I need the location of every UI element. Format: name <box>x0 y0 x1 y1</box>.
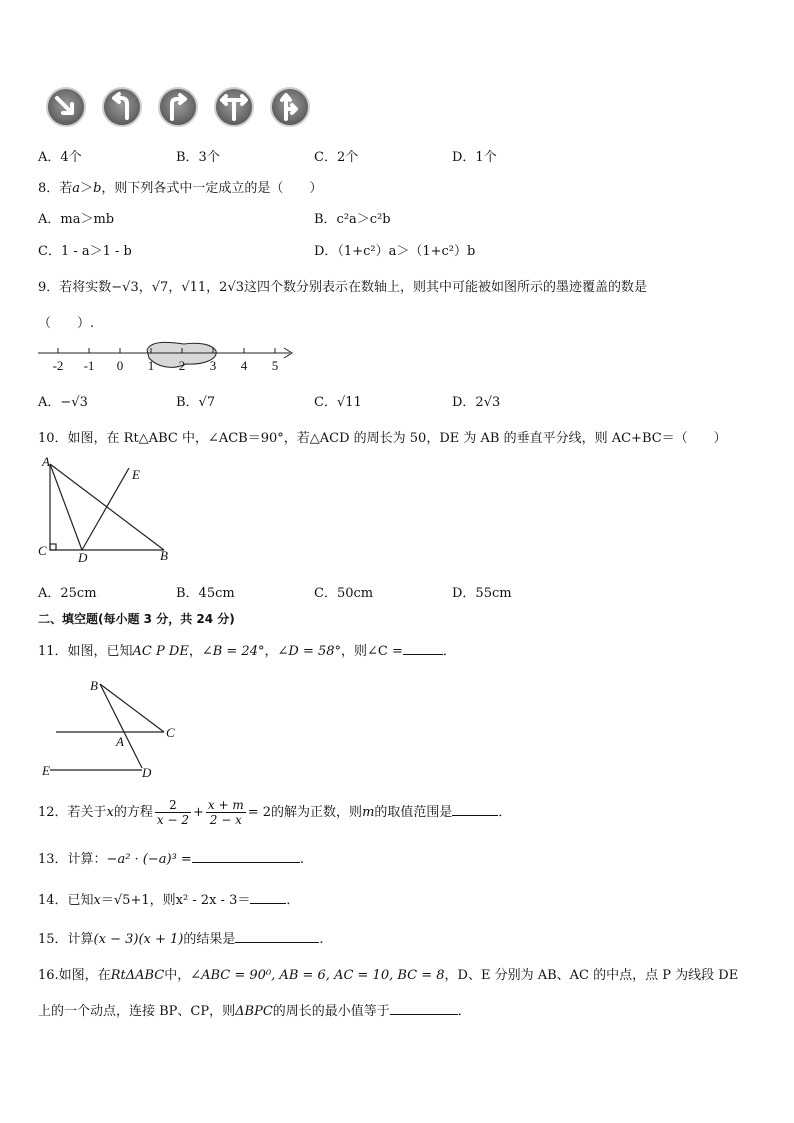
q13-expression: −a² · (−a)³ = <box>106 852 192 867</box>
q9-number-line <box>34 336 298 376</box>
q14-expression: x² - 2x - 3＝ <box>175 893 251 908</box>
q13-end: . <box>299 852 304 867</box>
q8-var-a: a <box>72 181 81 196</box>
q12-stem-post: 的解为正数，则 <box>271 805 363 820</box>
q12-var-m: m <box>362 805 375 820</box>
q14-stem <box>38 889 299 908</box>
q9-number-3: √11 <box>181 280 207 295</box>
q15-stem-prefix: 15．计算 <box>38 932 94 947</box>
q9-paren: （ ）. <box>38 316 95 331</box>
q13-stem <box>38 848 304 867</box>
q12-fraction-1-den: x − 2 <box>156 813 189 827</box>
q9-option-c[interactable]: C．√11 <box>314 395 362 410</box>
q7-option-b[interactable]: B．3个 <box>176 150 220 165</box>
q10-option-c[interactable]: C．50cm <box>314 586 374 601</box>
q12-answer-blank[interactable] <box>452 803 498 816</box>
q9-tick-label-2: 2 <box>178 358 186 373</box>
q9-option-d[interactable]: D．2√3 <box>452 395 501 410</box>
q9-tick-label-3: 3 <box>209 358 217 373</box>
q9-tick-label-5: 5 <box>271 358 279 373</box>
q7-option-d[interactable]: D．1个 <box>452 150 497 165</box>
q10-option-d[interactable]: D．55cm <box>452 586 512 601</box>
q16-answer-blank[interactable] <box>390 1002 458 1015</box>
q16-line1-prefix: 16.如图，在 <box>38 968 111 983</box>
q9-option-b[interactable]: B．√7 <box>176 395 216 410</box>
q12-eq: = 2 <box>247 805 272 820</box>
q8-option-c[interactable]: C．1 - a＞1 - b <box>38 244 132 259</box>
q8-stem <box>38 177 322 196</box>
q8-stem-prefix: 8．若 <box>38 181 73 196</box>
q11-angle-b: ∠B = 24° <box>201 644 265 659</box>
q9-number-1: −√3 <box>111 280 139 295</box>
q9-tick-label-neg1: -1 <box>83 358 95 373</box>
q12-var-x: x <box>106 805 114 820</box>
q12-fraction-1-num: 2 <box>155 798 191 813</box>
q12-fraction-2-den: 2 − x <box>209 813 242 827</box>
q9-tick-label-1: 1 <box>147 358 155 373</box>
q9-stem: 9．若将实数−√3，√7，√11，2√3这四个数分别表示在数轴上，则其中可能被如图所示的墨迹覆盖的数是 <box>38 280 648 295</box>
q10-label-e: E <box>132 467 140 482</box>
q7-option-a[interactable]: A．4个 <box>38 150 82 165</box>
q9-stem-prefix: 9．若将实数 <box>38 280 112 295</box>
q10-label-a: A <box>42 454 50 469</box>
q14-var-x: x <box>93 893 101 908</box>
q9-number-4: 2√3 <box>219 280 244 295</box>
q8-option-b[interactable]: B．c²a＞c²b <box>314 212 391 227</box>
q14-eq: ＝√5+1，则 <box>100 893 176 908</box>
q9-number-2: √7 <box>151 280 169 295</box>
q14-stem-prefix: 14．已知 <box>38 893 94 908</box>
q15-expression: (x − 3)(x + 1) <box>93 932 184 947</box>
q11-parallel: AC P DE <box>132 644 189 659</box>
q12-stem <box>38 798 511 827</box>
q12-end: ． <box>498 805 512 820</box>
straight-or-right-sign-icon <box>271 88 309 126</box>
arrow-down-right-sign-icon <box>47 88 85 126</box>
q11-end: ． <box>442 644 456 659</box>
q12-fraction-1 <box>155 798 191 827</box>
q16-line-1 <box>38 964 738 983</box>
q8-gt: ＞ <box>80 181 94 196</box>
q10-option-a[interactable]: A．25cm <box>38 586 97 601</box>
q9-tick-label-4: 4 <box>240 358 248 373</box>
q16-triangle-2: ΔBPC <box>235 1004 273 1019</box>
q11-parallel-figure <box>38 674 188 782</box>
q10-label-c: C <box>38 543 47 558</box>
q16-line2-post: 的周长的最小值等于 <box>272 1004 390 1019</box>
q14-answer-blank[interactable] <box>250 891 286 904</box>
q11-answer-blank[interactable] <box>403 642 443 655</box>
q8-stem-rest: ，则下列各式中一定成立的是（ ） <box>101 181 323 196</box>
q10-label-d: D <box>78 550 88 565</box>
q8-var-b: b <box>93 181 102 196</box>
u-turn-left-sign-icon <box>103 88 141 126</box>
q16-line2-prefix: 上的一个动点，连接 BP、CP，则 <box>38 1004 236 1019</box>
q12-stem-end: 的取值范围是 <box>374 805 453 820</box>
q16-conditions: ∠ABC = 90⁰, AB = 6, AC = 10, BC = 8 <box>190 968 445 983</box>
q10-option-b[interactable]: B．45cm <box>176 586 235 601</box>
q11-label-e: E <box>42 763 50 778</box>
turn-right-sign-icon <box>159 88 197 126</box>
q12-stem-mid: 的方程 <box>113 805 153 820</box>
q9-stem-post: 这四个数分别表示在数轴上，则其中可能被如图所示的墨迹覆盖的数是 <box>244 280 648 295</box>
q15-stem-post: 的结果是 <box>183 932 236 947</box>
q11-stem-prefix: 11．如图，已知 <box>38 644 133 659</box>
q12-fraction-2 <box>206 798 246 827</box>
q15-answer-blank[interactable] <box>235 930 319 943</box>
q16-line1-post: ，D、E 分别为 AB、AC 的中点，点 P 为线段 DE <box>444 968 739 983</box>
q12-fraction-2-num: x + m <box>207 798 244 812</box>
q14-end: ． <box>286 893 300 908</box>
q7-sign-row <box>44 86 324 130</box>
q12-plus: + <box>193 805 204 820</box>
q15-end: . <box>319 932 324 947</box>
q9-tick-label-neg2: -2 <box>52 358 64 373</box>
q15-stem <box>38 928 324 947</box>
section-2-title: 二、填空题(每小题 3 分，共 24 分) <box>38 612 235 626</box>
q9-tick-label-0: 0 <box>116 358 124 373</box>
q16-line-2 <box>38 1000 471 1019</box>
q16-triangle: RtΔABC <box>110 968 165 983</box>
q11-label-d: D <box>142 765 152 780</box>
q8-option-d[interactable]: D．（1+c²）a＞（1+c²）b <box>314 244 476 259</box>
q10-stem: 10．如图，在 Rt△ABC 中，∠ACB＝90°，若△ACD 的周长为 50，DE 为 AB 的垂直平分线，则 AC+BC＝（ ） <box>38 431 727 446</box>
q8-option-a[interactable]: A．ma＞mb <box>38 212 115 227</box>
q10-label-b: B <box>160 548 168 563</box>
q11-stem: 11．如图，已知AC P DE，∠B = 24°，∠D = 58°，则∠C = ． <box>38 644 456 659</box>
q11-label-a: A <box>116 734 124 749</box>
q11-angle-d: ∠D = 58° <box>277 644 342 659</box>
q9-option-a[interactable]: A．−√3 <box>38 395 88 410</box>
q16-mid: 中， <box>164 968 191 983</box>
q12-stem-prefix: 12．若关于 <box>38 805 107 820</box>
q11-label-b: B <box>90 678 98 693</box>
q13-stem-prefix: 13．计算： <box>38 852 107 867</box>
q7-option-c[interactable]: C．2个 <box>314 150 359 165</box>
q13-answer-blank[interactable] <box>192 850 300 863</box>
q16-end: ． <box>457 1004 471 1019</box>
t-junction-sign-icon <box>215 88 253 126</box>
q10-triangle-figure <box>34 454 184 566</box>
q11-label-c: C <box>166 725 175 740</box>
q11-ask: ，则∠C = <box>341 644 403 659</box>
